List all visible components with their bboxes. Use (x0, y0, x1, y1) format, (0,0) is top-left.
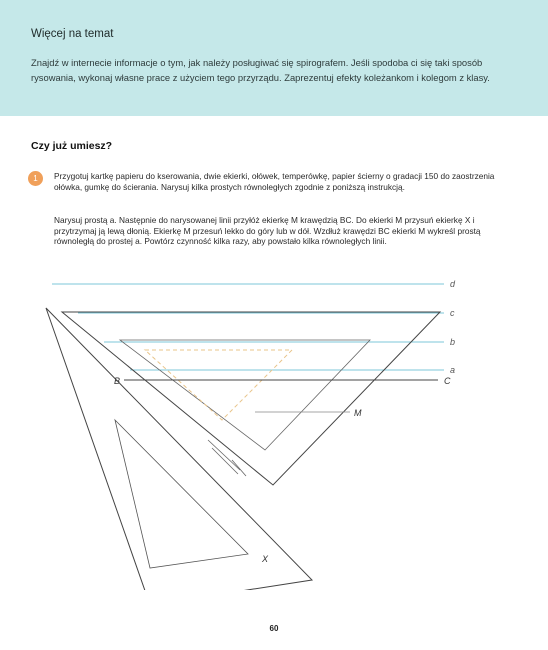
task-paragraph-2: Narysuj prostą a. Następnie do narysowanej linii przyłóż ekierkę M krawędzią BC. Do ekierki M przysuń ekierkę X i przytrzymaj ją lewą dłonią. Ekierkę M przesuń lekko do góry lub w dół. Wzdłuż krawędzi BC ekierki M wykreśl prostą równoległą do prostej a. Powtórz czynność kilka razy, aby powstało kilka równoległych linii. (54, 215, 481, 246)
task-paragraph-1: Przygotuj kartkę papieru do kserowania, dwie ekierki, ołówek, temperówkę, papier ścierny o gradacji 150 do zaostrzenia ołówka, gumkę do ścierania. Narysuj kilka prostych równoległych zgodnie z poniższą instrukcją. (54, 171, 495, 192)
slant-mark-2 (212, 448, 238, 474)
point-b-label: B (114, 376, 121, 386)
info-box (0, 0, 548, 116)
figure-svg (0, 270, 548, 590)
label-c: c (450, 308, 455, 318)
info-box-text: Znajdź w internecie informacje o tym, jak należy posługiwać się spirografem. Jeśli spodoba ci się taki sposób rysowania, wykonaj własne prace z użyciem tego przyrządu. Zaprezentuj efekty koleżankom i kolegom z klasy. (31, 57, 490, 83)
page-number: 60 (269, 624, 279, 633)
label-d: d (450, 279, 456, 289)
section-heading: Czy już umiesz? (31, 140, 113, 152)
task-number-badge: 1 (28, 171, 43, 186)
point-c-label: C (444, 376, 451, 386)
triangle-m-label: M (354, 408, 362, 418)
set-square-m-outer (62, 312, 440, 485)
slant-mark-3 (232, 460, 246, 476)
set-square-figure (0, 270, 548, 590)
triangle-x-label: X (262, 554, 269, 564)
dashed-triangle (145, 350, 292, 420)
label-a: a (450, 365, 456, 375)
set-square-m-inner (120, 340, 370, 450)
label-b: b (450, 337, 456, 347)
info-box-title: Więcej na temat (31, 28, 114, 40)
